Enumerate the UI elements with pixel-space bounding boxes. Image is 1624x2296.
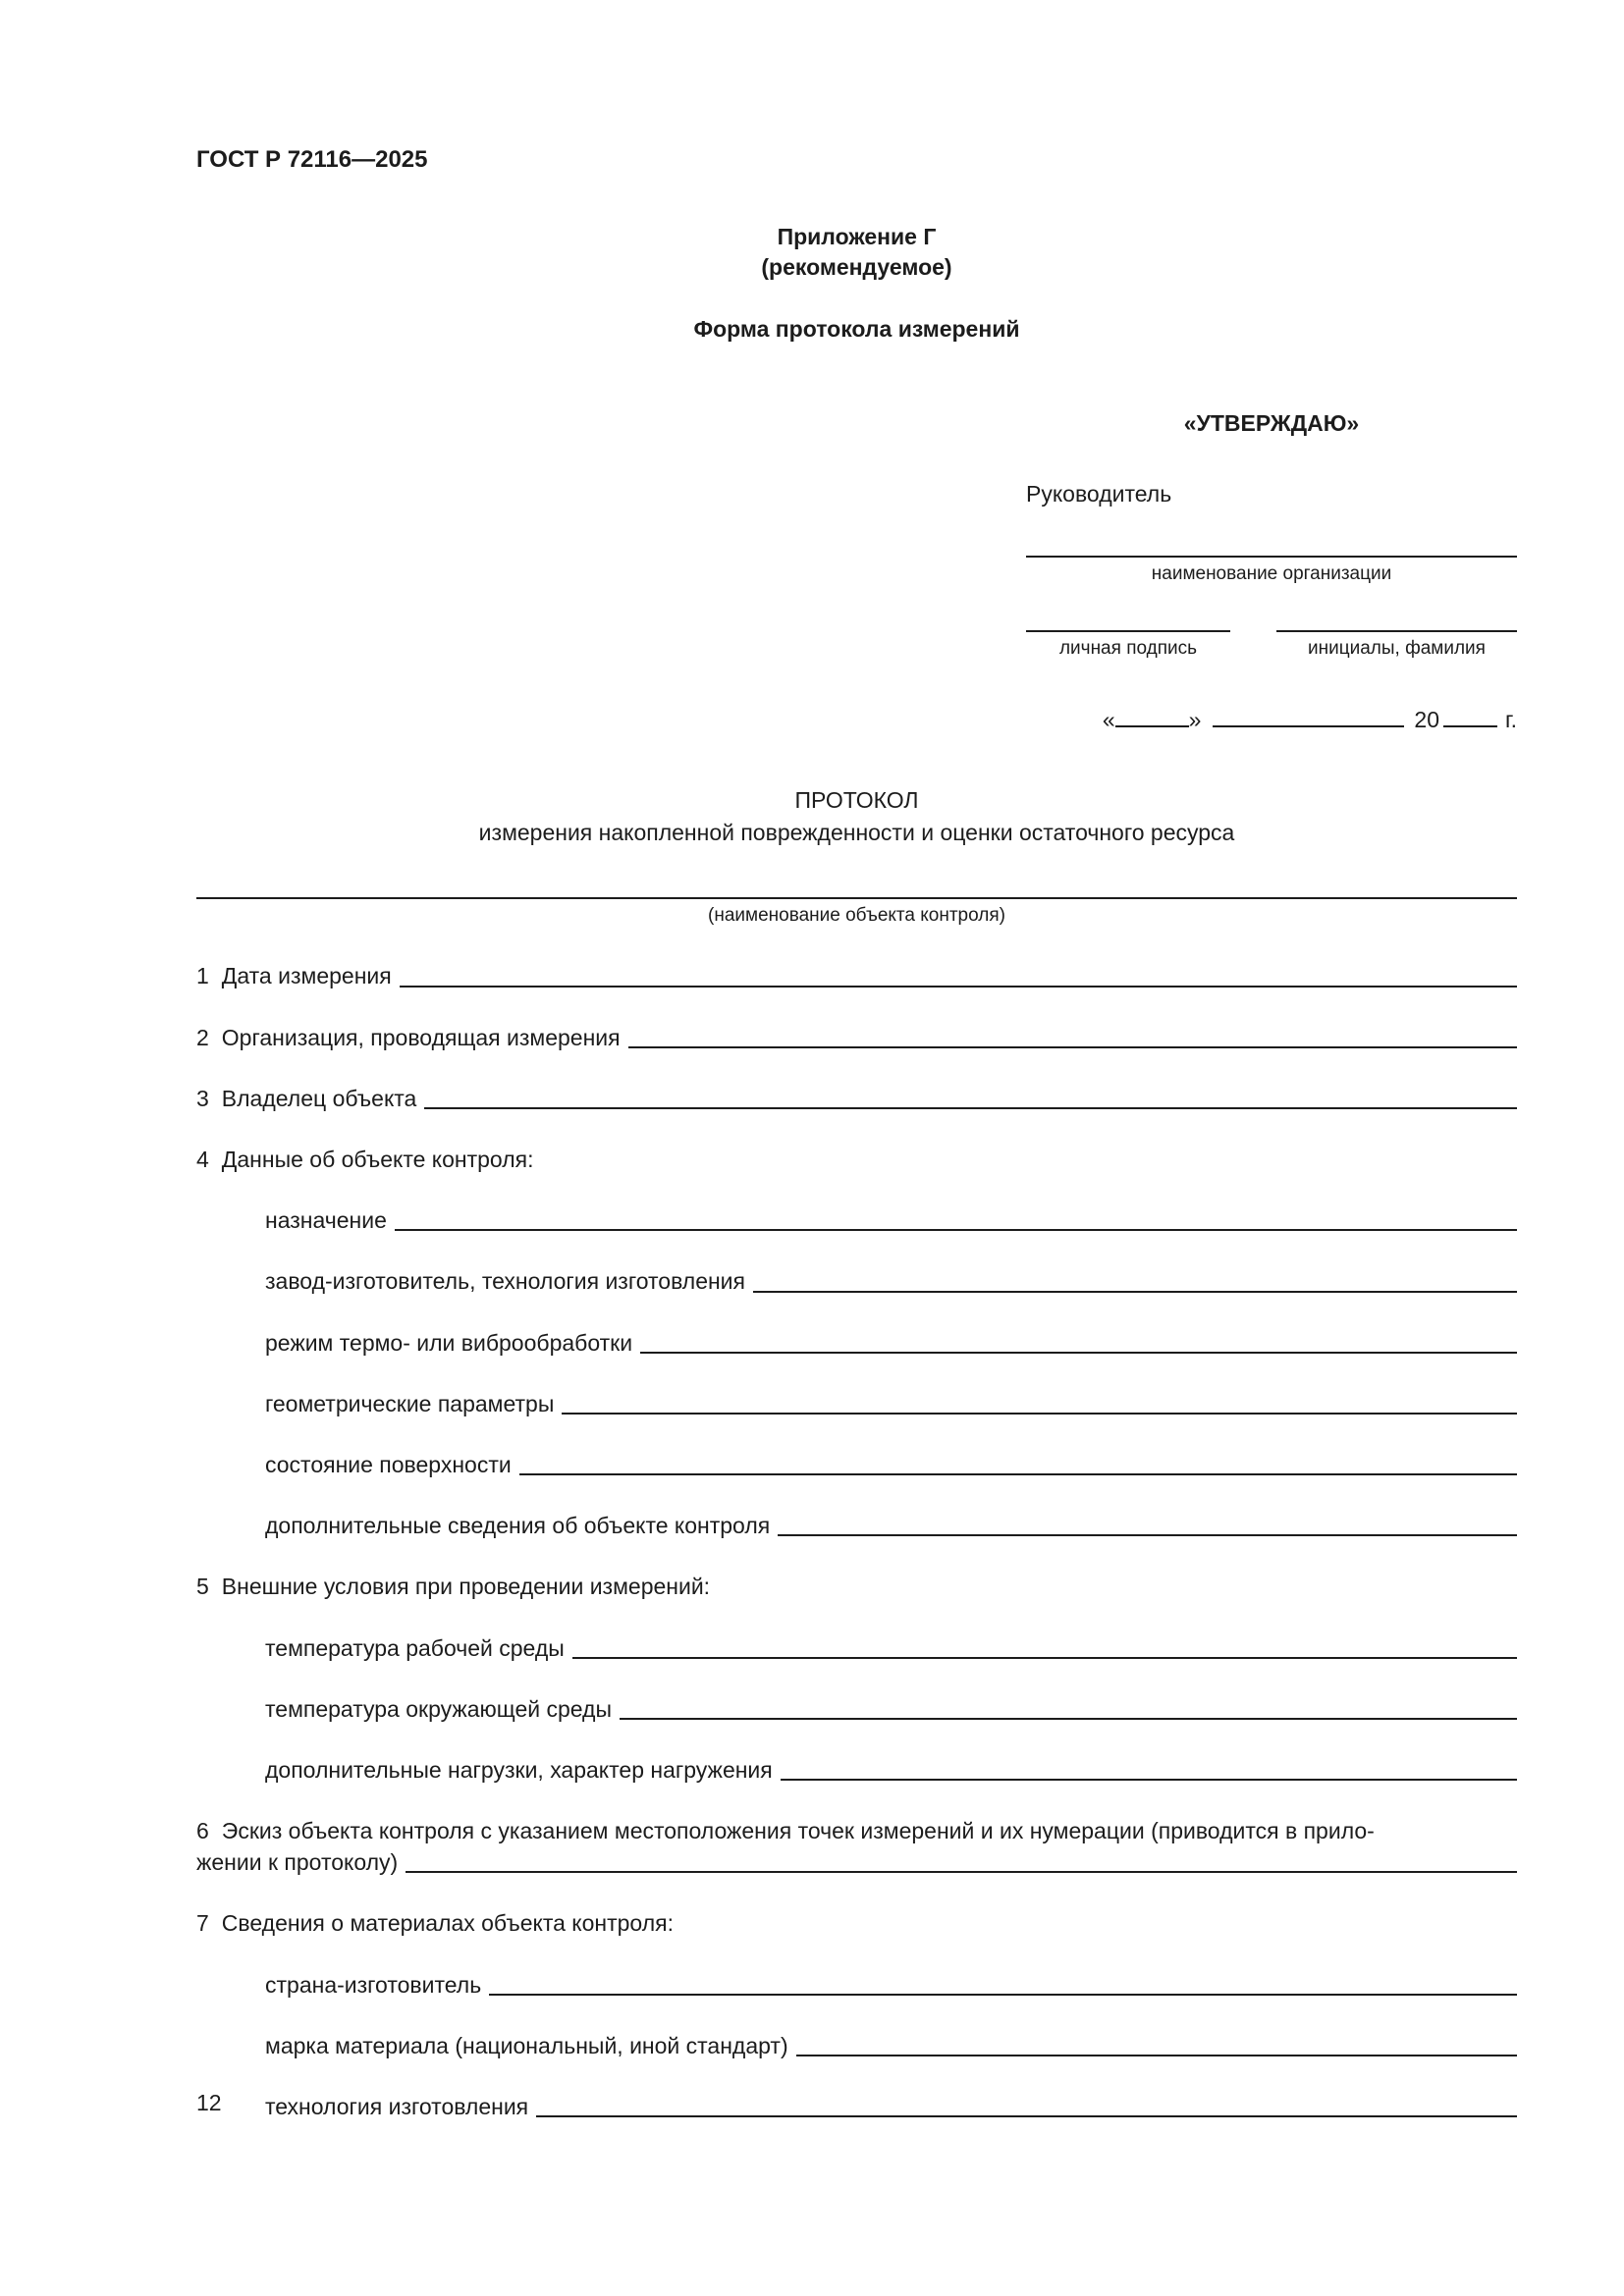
subitem-label: режим термо- или виброобработки [265, 1329, 633, 1356]
appendix-title [196, 222, 1517, 284]
blank-line [796, 2055, 1517, 2056]
subitem-label: температура рабочей среды [265, 1634, 565, 1661]
blank-line [489, 1994, 1517, 1996]
approval-block [1026, 407, 1517, 735]
blank-line [536, 2115, 1517, 2117]
signature-caption: личная подпись [1058, 638, 1198, 660]
day-blank-line [1115, 721, 1189, 727]
item-label: Организация, проводящая измерения [221, 1024, 621, 1050]
item-number: 5 [196, 1574, 209, 1600]
month-blank-line [1213, 721, 1404, 727]
form-title: Форма протокола измерений [693, 316, 1020, 343]
subitem-label: дополнительные нагрузки, характер нагружения [265, 1756, 773, 1783]
item-label: Дата измерения [221, 963, 392, 989]
form-subfield-row [265, 1204, 1517, 1236]
approval-stamp: «УТВЕРЖДАЮ» [1183, 410, 1360, 437]
blank-line [640, 1352, 1517, 1354]
object-of-control [196, 897, 1517, 928]
blank-line [778, 1534, 1517, 1536]
object-caption: (наименование объекта контроля) [708, 904, 1005, 926]
quote-open: « [1102, 707, 1115, 733]
signature-column [1026, 630, 1230, 661]
item-number: 3 [196, 1085, 209, 1111]
protocol-title: ПРОТОКОЛ [794, 787, 919, 814]
date-row [1026, 704, 1517, 735]
signature-blank-line [1026, 630, 1230, 632]
item-number: 2 [196, 1024, 209, 1050]
year-prefix: 20 [1414, 707, 1440, 733]
form-subfield-row [265, 1693, 1517, 1725]
form-subfield-row [265, 1327, 1517, 1359]
form-section-header [196, 1571, 1517, 1602]
form-subfield-row [265, 1754, 1517, 1786]
name-caption: инициалы, фамилия [1308, 638, 1486, 660]
form-field-row [196, 1083, 1517, 1114]
name-column [1276, 630, 1517, 661]
object-blank-line [196, 897, 1517, 899]
form-subfield-row [265, 1265, 1517, 1297]
form-subfield-row [265, 2030, 1517, 2061]
quote-close: » [1188, 707, 1202, 733]
blank-line [562, 1413, 1517, 1415]
blank-line [424, 1107, 1517, 1109]
organization-caption: наименование организации [1151, 562, 1392, 584]
blank-line [406, 1871, 1517, 1873]
protocol-heading [196, 784, 1517, 847]
blank-line [781, 1779, 1517, 1781]
item-label-continued: жении к протоколу) [196, 1849, 399, 1876]
form-field-row [196, 1022, 1517, 1053]
subitem-label: состояние поверхности [265, 1451, 512, 1477]
form-subfield-row [265, 1510, 1517, 1541]
blank-line [519, 1473, 1517, 1475]
appendix-title-line: Приложение Г [777, 223, 937, 249]
blank-line [395, 1229, 1517, 1231]
subitem-label: завод-изготовитель, технология изготовления [265, 1268, 745, 1295]
form-subfield-row [265, 1449, 1517, 1480]
form-field-row-multiline [196, 1815, 1517, 1878]
item-label: Владелец объекта [221, 1085, 417, 1111]
subitem-label: геометрические параметры [265, 1390, 555, 1416]
form-field-row [196, 960, 1517, 991]
form-section-header [196, 1907, 1517, 1939]
item-label: Сведения о материалах объекта контроля: [221, 1910, 674, 1937]
item-number: 4 [196, 1147, 209, 1172]
approver-role: Руководитель [1026, 481, 1172, 507]
form-subfield-row [265, 2091, 1517, 2122]
item-label: Эскиз объекта контроля с указанием местоположения точек измерений и их нумерации (приводится в прило- [221, 1818, 1375, 1844]
appendix-kind: (рекомендуемое) [761, 254, 952, 281]
organization-blank-line [1026, 556, 1517, 558]
subitem-label: технология изготовления [265, 2094, 529, 2119]
form-subfield-row [265, 1632, 1517, 1664]
signature-row [1026, 630, 1517, 661]
subitem-label: температура окружающей среды [265, 1695, 613, 1722]
blank-line [753, 1291, 1517, 1293]
name-blank-line [1276, 630, 1517, 632]
blank-line [572, 1657, 1517, 1659]
item-label: Данные об объекте контроля: [221, 1147, 534, 1172]
blank-line [400, 986, 1517, 988]
form-subfield-row [265, 1969, 1517, 2001]
form-section-header [196, 1144, 1517, 1175]
protocol-subtitle: измерения накопленной поврежденности и оценки остаточного ресурса [478, 819, 1235, 845]
blank-line [628, 1046, 1517, 1048]
item-number: 7 [196, 1910, 209, 1937]
subitem-label: страна-изготовитель [265, 1971, 482, 1998]
item-number: 1 [196, 963, 209, 989]
subitem-label: назначение [265, 1207, 387, 1234]
form-subfield-row [265, 1388, 1517, 1419]
blank-line [620, 1718, 1517, 1720]
item-label: Внешние условия при проведении измерений: [221, 1574, 711, 1600]
item-number: 6 [196, 1818, 209, 1844]
page-number: 12 [196, 2090, 222, 2115]
subitem-label: дополнительные сведения об объекте контроля [265, 1513, 771, 1539]
subitem-label: марка материала (национальный, иной стандарт) [265, 2032, 788, 2058]
standard-number: ГОСТ Р 72116—2025 [196, 146, 428, 173]
year-blank-line [1443, 721, 1497, 727]
year-suffix: г. [1505, 707, 1517, 733]
item-line2 [196, 1846, 1517, 1878]
item-line1 [196, 1815, 1517, 1846]
